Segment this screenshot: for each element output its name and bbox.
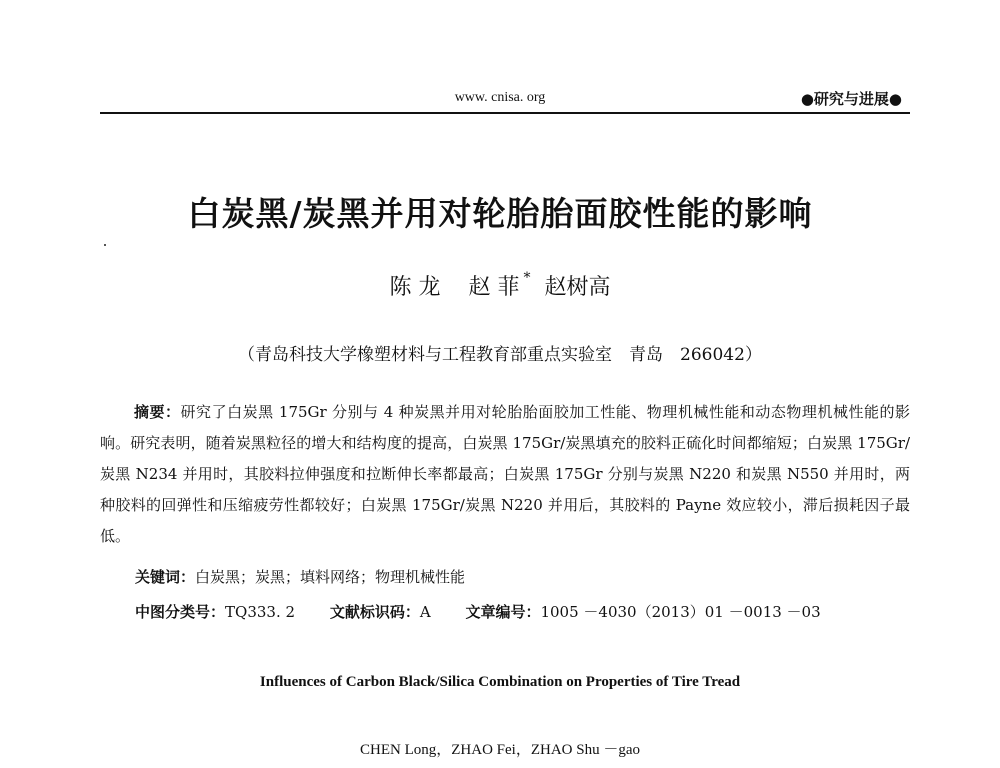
author-name: 赵树高: [544, 275, 611, 300]
author-name: 陈 龙: [389, 275, 441, 300]
keywords-text: 白炭黑；炭黑；填料网络；物理机械性能: [195, 568, 466, 586]
clc-code: [135, 601, 295, 622]
clc-label: 中图分类号：: [135, 603, 226, 621]
article-number-value: 1005 －4030（2013）01 －0013 －03: [540, 603, 821, 621]
abstract: [100, 397, 910, 552]
document-code-value: A: [419, 603, 431, 621]
document-code: [330, 601, 431, 622]
english-title: Influences of Carbon Black/Silica Combination on Properties of Tire Tread: [259, 674, 741, 690]
author-list: [0, 270, 1000, 301]
clc-value: TQ333. 2: [225, 603, 296, 621]
english-authors: CHEN Long，ZHAO Fei，ZHAO Shu －gao: [360, 742, 640, 758]
author-name: 赵 菲: [468, 275, 520, 300]
document-code-label: 文献标识码：: [329, 603, 420, 621]
article-number-label: 文章编号：: [465, 603, 541, 621]
header-rule: [100, 112, 910, 114]
article-number: [465, 601, 820, 622]
affiliation: （青岛科技大学橡塑材料与工程教育部重点实验室 青岛 266042）: [238, 345, 762, 365]
abstract-label: 摘要：: [134, 403, 181, 421]
keywords-label: 关键词：: [135, 568, 196, 586]
corresponding-author-mark: *: [523, 270, 531, 286]
header-url: www. cnisa. org: [454, 90, 546, 105]
header-section-label: ●研究与进展●: [800, 90, 902, 108]
abstract-text: 研究了白炭黑 175Gr 分别与 4 种炭黑并用对轮胎胎面胶加工性能、物理机械性能和动态物理机械性能的影响。研究表明，随着炭黑粒径的增大和结构度的提高，白炭黑 175Gr/炭黑填充的胶料正硫化时间都缩短；白炭黑 175Gr/炭黑 N234 并用时，其胶料拉伸强度和拉断伸长率都最高；白炭黑 175Gr 分别与炭黑 N220 和炭黑 N550 并用时，两种胶料的回弹性和压缩疲劳性都较好；白炭黑 175Gr/炭黑 N220 并用后，其胶料的 Payne 效应较小，滞后损耗因子最低。: [100, 403, 910, 545]
keywords: [135, 566, 465, 587]
paper-title: 白炭黑/炭黑并用对轮胎胎面胶性能的影响: [187, 194, 813, 233]
classification-row: [135, 601, 851, 622]
scan-dot: [104, 244, 106, 246]
